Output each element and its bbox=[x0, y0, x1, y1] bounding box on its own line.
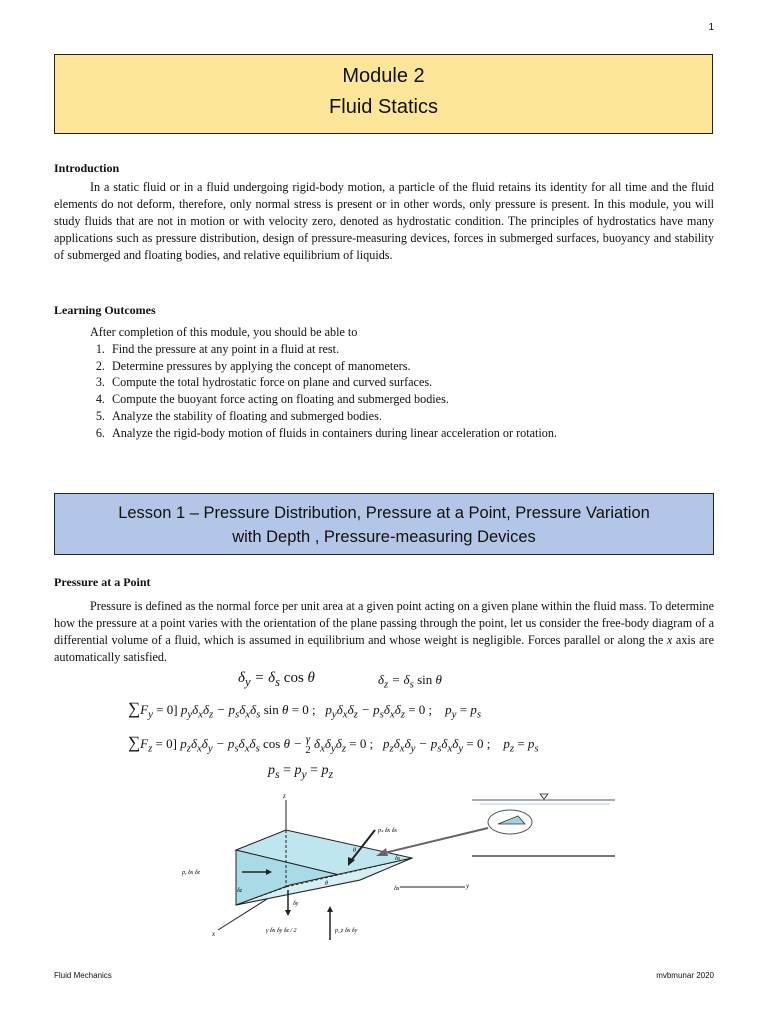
x-axis-label: x bbox=[212, 930, 216, 938]
equation-equal-pressures: $p_s = p_y = p_z$ bbox=[268, 763, 334, 781]
introduction-paragraph bbox=[54, 179, 714, 264]
outcome-item: 2. Determine pressures by applying the concept of manometers. bbox=[108, 358, 710, 375]
free-body-diagram bbox=[180, 790, 620, 950]
z-axis-label: z bbox=[283, 792, 286, 800]
delta-z-label: δz bbox=[237, 888, 243, 894]
page-number: 1 bbox=[708, 22, 714, 33]
lesson-title-line2: with Depth , Pressure-measuring Devices bbox=[232, 528, 536, 546]
learning-outcomes bbox=[90, 324, 710, 442]
equation-delta-y: $\delta_y = \delta_s$ cos θ bbox=[238, 670, 315, 689]
pressure-text-b: axis are automatically satisfied. bbox=[54, 633, 714, 664]
py-force-label: pᵧ δx δz bbox=[182, 870, 200, 876]
footer-course: Fluid Mechanics bbox=[54, 971, 112, 980]
pressure-at-point-paragraph bbox=[54, 598, 714, 666]
module-title: Module 2 bbox=[342, 65, 425, 87]
lesson-title-line1: Lesson 1 – Pressure Distribution, Pressure at a Point, Pressure Variation bbox=[118, 504, 650, 522]
footer-author: mvbmunar 2020 bbox=[656, 971, 714, 980]
equation-delta-z: $\delta_z = \delta_s$ sin θ bbox=[378, 672, 442, 691]
weight-label: γ δx δy δz / 2 bbox=[266, 928, 297, 934]
outcome-item: 3. Compute the total hydrostatic force on plane and curved surfaces. bbox=[108, 374, 710, 391]
outcome-item: 5. Analyze the stability of floating and submerged bodies. bbox=[108, 408, 710, 425]
introduction-heading: Introduction bbox=[54, 161, 120, 175]
delta-y-label: δy bbox=[293, 901, 299, 907]
y-axis-label: y bbox=[466, 882, 470, 890]
outcome-item: 1. Find the pressure at any point in a fluid at rest. bbox=[108, 341, 710, 358]
outcome-item: 6. Analyze the rigid-body motion of fluids in containers during linear acceleration or rotation. bbox=[108, 425, 710, 442]
learning-outcomes-list bbox=[90, 341, 710, 442]
module-subtitle: Fluid Statics bbox=[329, 96, 438, 118]
learning-outcomes-lead: After completion of this module, you should be able to bbox=[90, 325, 358, 339]
ps-force-label: pₛ δx δs bbox=[378, 828, 397, 834]
free-surface-symbol bbox=[540, 794, 548, 799]
theta-label-top: θ bbox=[353, 848, 356, 854]
equation-sum-fy: $\sum F_y = 0$] $p_y\delta_x\delta_z - p_s\delta_x\delta_s$ sin θ = 0 ; $p_y\delta_x\delta_z - p_s\delta_x\delta_z = 0$ ; $p_y = p_s$ bbox=[128, 699, 482, 721]
introduction-text: In a static fluid or in a fluid undergoing rigid-body motion, a particle of the fluid retains its identity for all time and the fluid elements do not deform, therefore, only normal stress is present or in other words, only pressure is present. In this module, you will study fluids that are not in motion or with velocity zero, denoted as hydrostatic condition. The principles of hydrostatics have many applications such as pressure distribution, design of pressure-measuring devices, forces in submerged surfaces, buoyancy and stability of submerged and floating bodies, and relative equilibrium of liquids. bbox=[54, 180, 714, 262]
theta-label-bottom: θ bbox=[325, 881, 328, 887]
pz-force-label: p_z δx δy bbox=[335, 928, 358, 934]
delta-x-label: δx bbox=[394, 886, 400, 892]
delta-s-label: δs bbox=[395, 856, 401, 862]
equation-sum-fz: $\sum F_z = 0$] $p_z\delta_x\delta_y - p_s\delta_x\delta_s$ cos θ − γ 2 $\delta_x\delta_y\delta_z = 0$ ; $p_z\delta_x\delta_y - p_s\delta_x\delta_y = 0$ ; $p_z = p_s$ bbox=[128, 733, 539, 757]
pressure-at-point-heading: Pressure at a Point bbox=[54, 575, 151, 589]
learning-outcomes-heading: Learning Outcomes bbox=[54, 303, 156, 317]
lesson-title-box bbox=[54, 493, 714, 555]
pressure-text-a: Pressure is defined as the normal force per unit area at a given point acting on a given plane within the fluid mass. To determine how the pressure at a point varies with the orientation of the plane passing through the point, let us consider the free-body diagram of a differential volume of a fluid, which is assumed in equilibrium and whose weight is negligible. Forces parallel or along the bbox=[54, 599, 714, 647]
module-title-box bbox=[54, 54, 713, 134]
x-variable: x bbox=[666, 633, 673, 647]
outcome-item: 4. Compute the buoyant force acting on floating and submerged bodies. bbox=[108, 391, 710, 408]
